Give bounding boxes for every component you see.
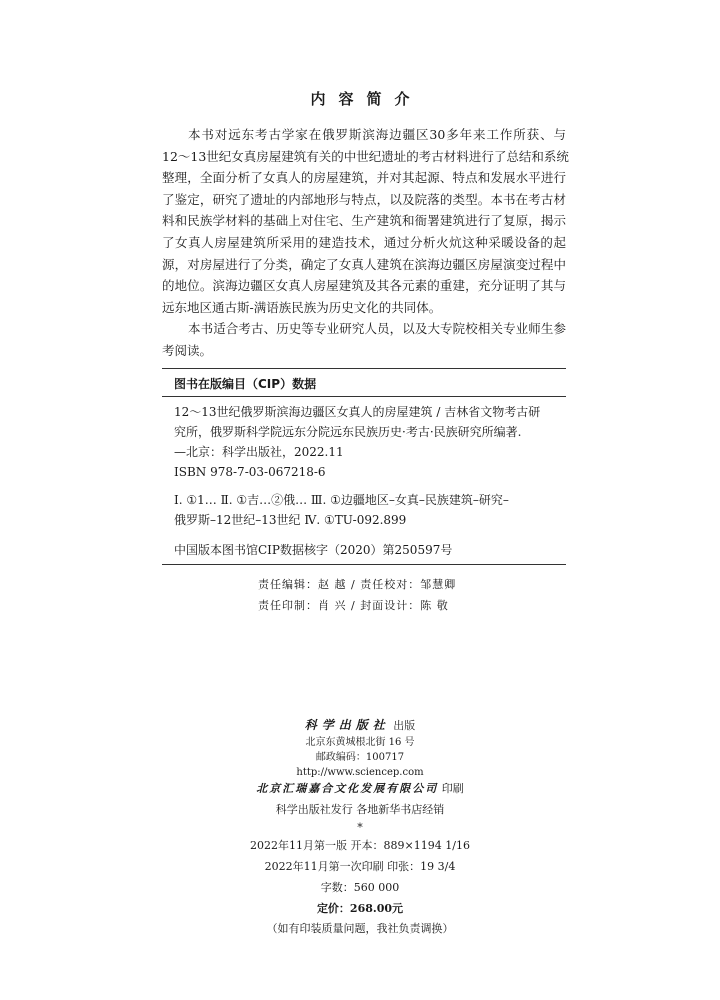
separator-star: * (357, 821, 363, 834)
publisher-address: 北京东黄城根北街 16 号 (305, 737, 415, 748)
cip-isbn: ISBN 978-7-03-067218-6 (174, 465, 326, 479)
cip-record-line: 究所，俄罗斯科学院远东分院远东民族历史·考古·民族研究所编著. (174, 425, 522, 439)
summary-line: 考阅读。 (162, 342, 213, 358)
divider-bottom (162, 564, 566, 565)
printer-line (0, 780, 720, 798)
cip-approval: 中国版本图书馆CIP数据核字（2020）第250597号 (174, 543, 453, 557)
cip-heading: 图书在版编目（CIP）数据 (174, 377, 317, 391)
summary-body (162, 124, 569, 362)
editors-line-2: 责任印制：肖 兴 / 封面设计：陈 敬 (258, 599, 449, 612)
printer-suffix: 印刷 (441, 782, 464, 795)
printing-line: 2022年11月第一次印刷 印张：19 3/4 (264, 860, 456, 873)
summary-line: 了女真人房屋建筑所采用的建造技术，通过分析火炕这种采暖设备的起 (162, 234, 566, 250)
price-line: 定价：268.00元 (316, 902, 404, 915)
printer-logo-text: 北京汇瑞嘉合文化发展有限公司 (256, 782, 439, 795)
summary-line: 本书适合考古、历史等专业研究人员，以及大专院校相关专业师生参 (188, 321, 566, 337)
cip-record (174, 402, 564, 482)
cip-classification (174, 490, 564, 530)
publisher-logo-text: 科学出版社 (304, 718, 390, 732)
summary-line: 的地位。滨海边疆区女真人房屋建筑及其各元素的重建，充分证明了其与 (162, 278, 566, 294)
summary-line: 了鉴定，研究了遗址的内部地形与特点，以及院落的类型。本书在考古材 (162, 191, 566, 207)
publisher-postcode: 邮政编码：100717 (315, 752, 405, 763)
cip-record-line: 12～13世纪俄罗斯滨海边疆区女真人的房屋建筑 / 吉林省文物考古研 (174, 405, 541, 419)
summary-line: 料和民族学材料的基础上对住宅、生产建筑和衙署建筑进行了复原，揭示 (162, 213, 566, 229)
publisher-line (0, 716, 720, 735)
editors-line-1: 责任编辑：赵 越 / 责任校对：邹慧卿 (258, 578, 457, 591)
summary-line: 整理，全面分析了女真人的房屋建筑，并对其起源、特点和发展水平进行 (162, 170, 566, 186)
publisher-url: http://www.sciencep.com (296, 767, 424, 778)
quality-note: （如有印装质量问题，我社负责调换） (266, 922, 454, 935)
distribution: 科学出版社发行 各地新华书店经销 (275, 803, 445, 816)
cip-classification-line: Ⅰ. ①1… Ⅱ. ①吉…②俄… Ⅲ. ①边疆地区–女真–民族建筑–研究– (174, 493, 509, 507)
summary-line: 12～13世纪女真房屋建筑有关的中世纪遗址的考古材料进行了总结和系统 (162, 148, 569, 164)
summary-title: 内容简介 (310, 90, 423, 108)
divider-cip-heading (162, 396, 566, 397)
summary-line: 远东地区通古斯-满语族民族为历史文化的共同体。 (162, 299, 442, 315)
divider-top (162, 368, 566, 369)
cip-classification-line: 俄罗斯–12世纪–13世纪 Ⅳ. ①TU-092.899 (174, 513, 407, 527)
editors-credits (258, 574, 558, 616)
wordcount-line: 字数：560 000 (320, 881, 400, 894)
publisher-suffix: 出版 (393, 719, 416, 732)
summary-line: 源，对房屋进行了分类，确定了女真人建筑在滨海边疆区房屋演变过程中 (162, 256, 566, 272)
edition-line: 2022年11月第一版 开本：889×1194 1/16 (250, 839, 470, 852)
colophon (0, 716, 720, 938)
summary-line: 本书对远东考古学家在俄罗斯滨海边疆区30多年来工作所获、与 (188, 127, 566, 142)
cip-record-line: —北京：科学出版社，2022.11 (174, 445, 344, 459)
